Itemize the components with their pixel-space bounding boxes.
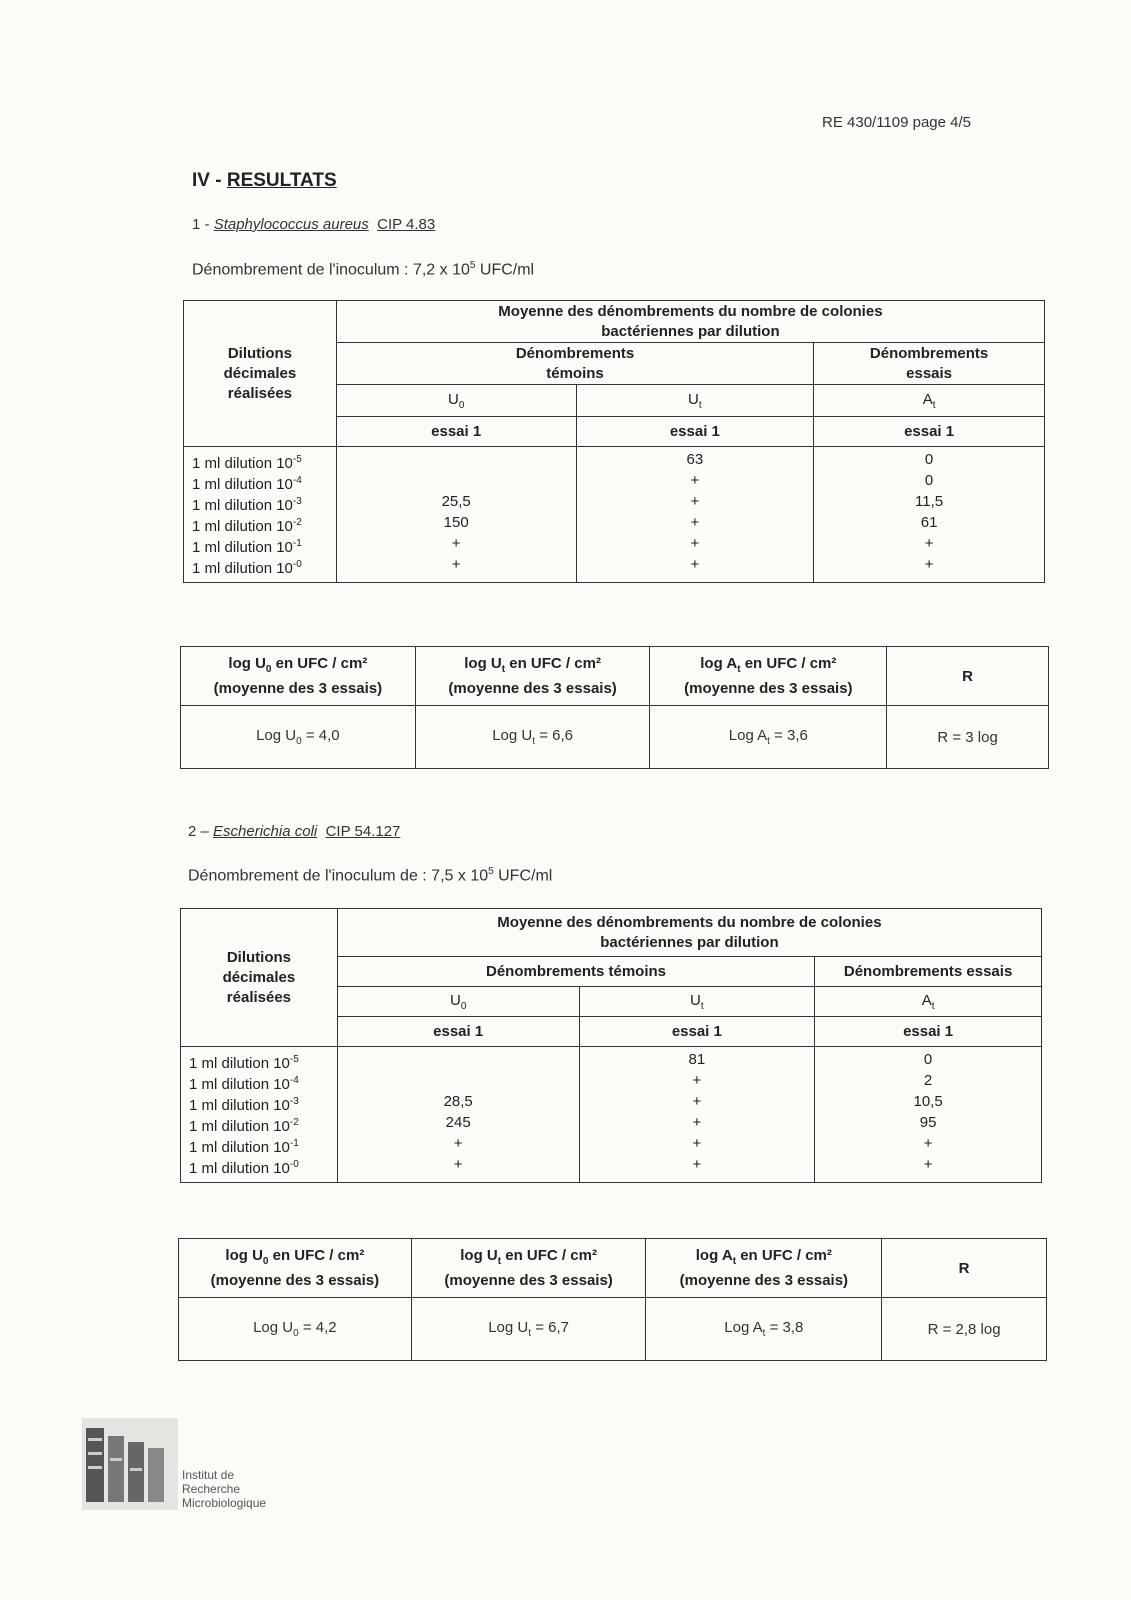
log-at-value: Log $A_t = 3,6$: [650, 706, 887, 769]
essai-label: essai 1: [815, 1017, 1042, 1047]
test-1-summary-table: [180, 646, 1049, 769]
mean-counts-header: Moyenne des dénombrements du nombre de colonies bactériennes par dilution: [336, 301, 1044, 343]
test-counts-header: Dénombrements essais: [814, 343, 1045, 385]
test-1-counts-table: [183, 300, 1045, 583]
ut-header: $U_t$: [576, 385, 814, 417]
dilution-list: 1 ml dilution $10^{-5}$ 1 ml dilution $10^{-4}$ 1 ml dilution $10^{-3}$ 1 ml dilution $10^{-2}$ 1 ml dilution $10^{-1}$ 1 ml dilution $10^{-0}$: [181, 1047, 338, 1183]
dilution-list: 1 ml dilution $10^{-5}$ 1 ml dilution $10^{-4}$ 1 ml dilution $10^{-3}$ 1 ml dilution $10^{-2}$ 1 ml dilution $10^{-1}$ 1 ml dilution $10^{-0}$: [184, 447, 337, 583]
essai-label: essai 1: [579, 1017, 815, 1047]
log-u0-header: $\log U_0$ en UFC / cm² (moyenne des 3 essais): [181, 647, 416, 706]
document-reference: RE 430/1109 page 4/5: [822, 114, 972, 131]
r-header: R: [887, 647, 1049, 706]
test-2-subtitle: 2 – Escherichia coli CIP 54.127: [188, 823, 401, 840]
mean-counts-header: Moyenne des dénombrements du nombre de colonies bactériennes par dilution: [337, 909, 1041, 957]
r-value: R = 2,8 log: [882, 1298, 1047, 1361]
test-2-inoculum: Dénombrement de l'inoculum de : 7,5 x $10^5$ UFC/ml: [188, 866, 553, 885]
at-header: $A_t$: [814, 385, 1045, 417]
ut-values: 81 + + + + +: [579, 1047, 815, 1183]
test-counts-header: Dénombrements essais: [815, 957, 1042, 987]
strain-id: CIP 54.127: [325, 823, 401, 840]
essai-label: essai 1: [337, 1017, 579, 1047]
r-value: R = 3 log: [887, 706, 1049, 769]
test-2-summary-table: [178, 1238, 1047, 1361]
institute-logo-icon: [82, 1418, 178, 1510]
essai-label: essai 1: [336, 417, 576, 447]
log-ut-header: $\log U_t$ en UFC / cm² (moyenne des 3 essais): [415, 647, 650, 706]
u0-header: $U_0$: [336, 385, 576, 417]
log-at-header: $\log A_t$ en UFC / cm² (moyenne des 3 essais): [646, 1239, 882, 1298]
log-ut-value: Log $U_t = 6,7$: [411, 1298, 646, 1361]
log-at-value: Log $A_t = 3,8$: [646, 1298, 882, 1361]
r-header: R: [882, 1239, 1047, 1298]
at-values: 0 2 10,5 95 + +: [815, 1047, 1042, 1183]
test-2-counts-table: [180, 908, 1042, 1183]
organism-name: Staphylococcus aureus: [213, 216, 369, 233]
log-u0-value: Log $U_0 = 4,2$: [179, 1298, 412, 1361]
essai-label: essai 1: [814, 417, 1045, 447]
at-values: 0 0 11,5 61 + +: [814, 447, 1045, 583]
dilutions-header: Dilutions décimales réalisées: [181, 909, 338, 1047]
dilutions-header: Dilutions décimales réalisées: [184, 301, 337, 447]
ut-header: $U_t$: [579, 987, 815, 1017]
u0-header: $U_0$: [337, 987, 579, 1017]
essai-label: essai 1: [576, 417, 814, 447]
log-ut-value: Log $U_t = 6,6$: [415, 706, 650, 769]
log-u0-header: $\log U_0$ en UFC / cm² (moyenne des 3 essais): [179, 1239, 412, 1298]
u0-values: 28,5 245 + +: [337, 1047, 579, 1183]
log-at-header: $\log A_t$ en UFC / cm² (moyenne des 3 essais): [650, 647, 887, 706]
section-heading: IV - RESULTATS: [192, 170, 337, 191]
ut-values: 63 + + + + +: [576, 447, 814, 583]
log-u0-value: Log $U_0 = 4,0$: [181, 706, 416, 769]
strain-id: CIP 4.83: [377, 216, 436, 233]
control-counts-header: Dénombrements témoins: [336, 343, 813, 385]
section-title: RESULTATS: [226, 170, 337, 191]
organism-name: Escherichia coli: [213, 823, 318, 840]
at-header: $A_t$: [815, 987, 1042, 1017]
institute-name: Institut de Recherche Microbiologique: [182, 1468, 267, 1510]
test-1-subtitle: 1 - Staphylococcus aureus CIP 4.83: [192, 216, 436, 233]
test-1-inoculum: Dénombrement de l'inoculum : 7,2 x $10^5$ UFC/ml: [192, 260, 535, 279]
log-ut-header: $\log U_t$ en UFC / cm² (moyenne des 3 essais): [411, 1239, 646, 1298]
control-counts-header: Dénombrements témoins: [337, 957, 814, 987]
u0-values: 25,5 150 + +: [336, 447, 576, 583]
